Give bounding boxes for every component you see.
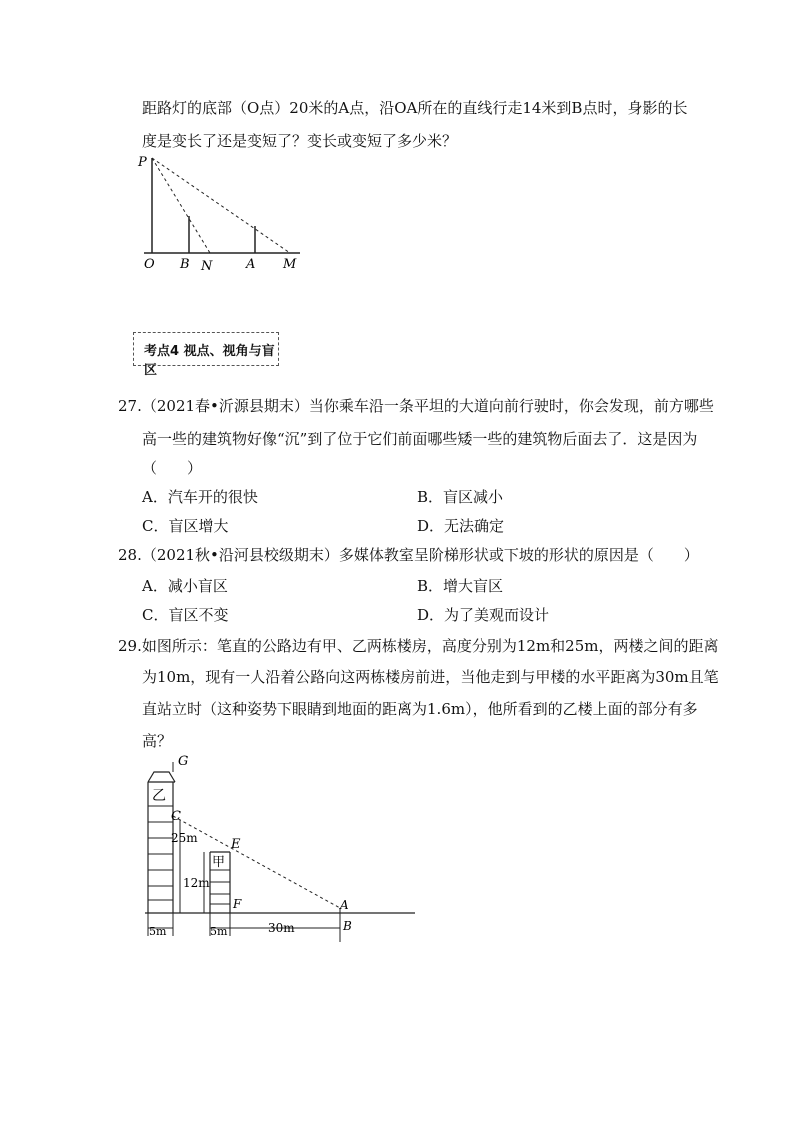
- label-5m-left: 5m: [149, 925, 167, 938]
- q28-option-b: B．增大盲区: [417, 577, 504, 595]
- q29-text-line-3: 直站立时（这种姿势下眼睛到地面的距离为1.6m），他所看到的乙楼上面的部分有多: [142, 700, 698, 718]
- q28-text-line-1: 28.（2021秋•沿河县校级期末）多媒体教室呈阶梯形状或下坡的形状的原因是（ ）: [118, 546, 699, 564]
- q27-option-d: D．无法确定: [417, 517, 505, 535]
- q28-option-d: D．为了美观而设计: [417, 606, 550, 624]
- q29-text-line-4: 高？: [142, 732, 173, 750]
- label-A: A: [340, 898, 349, 912]
- label-jia: 甲: [212, 855, 226, 870]
- section-heading-box: [133, 332, 279, 378]
- q28-option-a: A．减小盲区: [142, 577, 228, 595]
- q27-text-line-1: 27.（2021春•沂源县期末）当你乘车沿一条平坦的大道向前行驶时，你会发现，前方哪些: [118, 397, 714, 415]
- label-B: B: [180, 257, 190, 272]
- label-F: F: [233, 897, 242, 911]
- section-heading: 考点4 视点、视角与盲区: [144, 344, 275, 378]
- q27-option-a: A．汽车开的很快: [142, 488, 258, 506]
- buildings-figure: [140, 752, 420, 947]
- label-N: N: [201, 259, 213, 274]
- q26-text-line-1: 距路灯的底部（O点）20米的A点，沿OA所在的直线行走14米到B点时，身影的长: [142, 99, 688, 117]
- label-P: P: [138, 155, 147, 170]
- lamp-shadow-figure: [130, 150, 320, 275]
- label-E: E: [231, 837, 241, 852]
- q27-option-b: B．盲区减小: [417, 488, 504, 506]
- label-5m-right: 5m: [210, 925, 228, 938]
- label-12m: 12m: [183, 876, 210, 890]
- label-O: O: [144, 257, 155, 272]
- label-A: A: [246, 257, 256, 272]
- label-G: G: [178, 754, 189, 769]
- q26-text-line-2: 度是变长了还是变短了？变长或变短了多少米？: [142, 132, 458, 150]
- label-M: M: [283, 257, 297, 272]
- q28-option-c: C．盲区不变: [142, 606, 229, 624]
- q27-text-line-2: 高一些的建筑物好像“沉”到了位于它们前面哪些矮一些的建筑物后面去了．这是因为: [142, 430, 698, 448]
- label-B: B: [343, 919, 352, 933]
- label-C: C: [171, 809, 181, 824]
- q29-text-line-1: 29.如图所示：笔直的公路边有甲、乙两栋楼房，高度分别为12m和25m，两楼之间的距离: [118, 637, 719, 655]
- q27-text-line-3: （ ）: [142, 459, 203, 477]
- label-30m: 30m: [268, 921, 295, 935]
- q27-option-c: C．盲区增大: [142, 517, 229, 535]
- label-yi: 乙: [152, 788, 166, 804]
- q29-text-line-2: 为10m，现有一人沿着公路向这两栋楼房前进，当他走到与甲楼的水平距离为30m且笔: [142, 668, 719, 686]
- label-25m: 25m: [171, 831, 198, 845]
